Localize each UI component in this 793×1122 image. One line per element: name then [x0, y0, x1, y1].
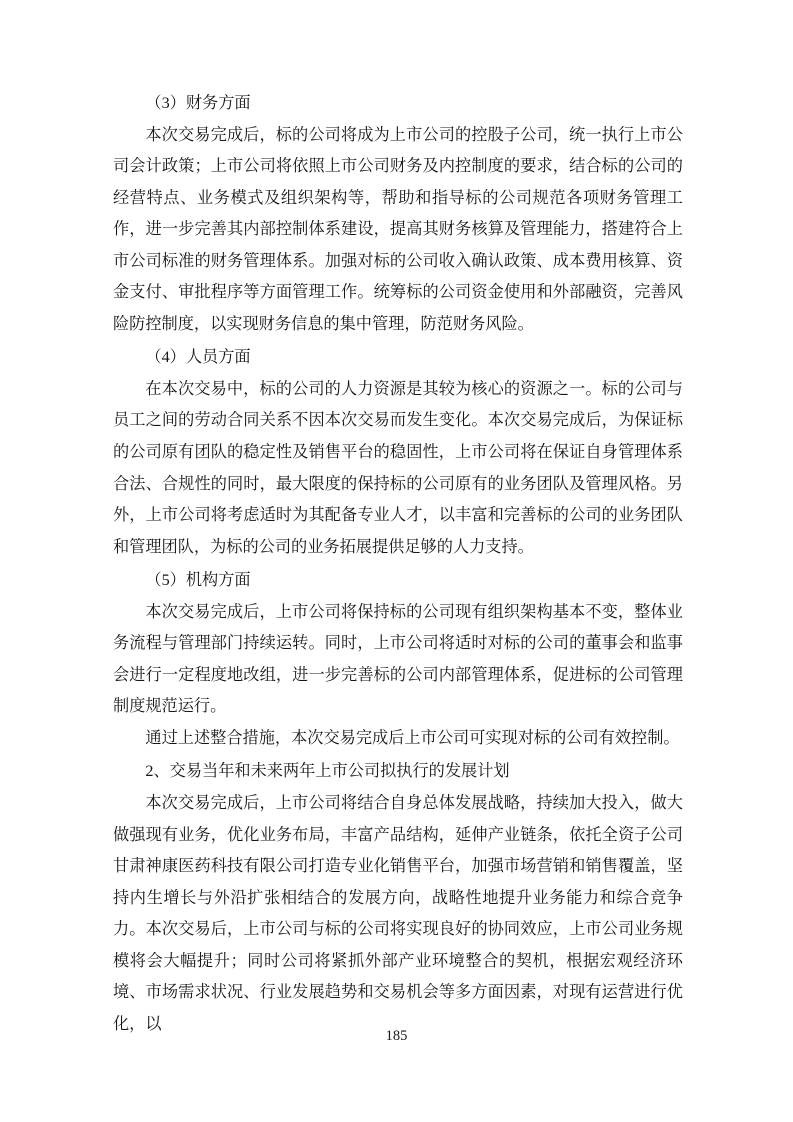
section-heading-finance: （3）财务方面: [145, 94, 251, 112]
paragraph-organization: 本次交易完成后，上市公司将保持标的公司现有组织架构基本不变，整体业务流程与管理部门持续运转。同时，上市公司将适时对标的公司的董事会和监事会进行一定程度地改组，进一步完善标的公司内部管理体系，促进标的公司管理制度规范运行。: [113, 602, 683, 716]
paragraph-finance: 本次交易完成后，标的公司将成为上市公司的控股子公司，统一执行上市公司会计政策；上市公司将依照上市公司财务及内控制度的要求，结合标的公司的经营特点、业务模式及组织架构等，帮助和指导标的公司规范各项财务管理工作，进一步完善其内部控制体系建设，提高其财务核算及管理能力，搭建符合上市公司标准的财务管理体系。加强对标的公司收入确认政策、成本费用核算、资金支付、审批程序等方面管理工作。统筹标的公司资金使用和外部融资，完善风险防控制度，以实现财务信息的集中管理，防范财务风险。: [113, 125, 683, 333]
section-heading-organization: （5）机构方面: [145, 571, 251, 590]
document-body: [113, 86, 683, 1040]
page-number: 185: [385, 1028, 408, 1044]
paragraph-development-plan: 本次交易完成后，上市公司将结合自身总体发展战略，持续加大投入，做大做强现有业务，优化业务布局，丰富产品结构，延伸产业链条，依托全资子公司甘肃神康医药科技有限公司打造专业化销售平台，加强市场营销和销售覆盖，坚持内生增长与外沿扩张相结合的发展方向，战略性地提升业务能力和综合竞争力。本次交易后，上市公司与标的公司将实现良好的协同效应，上市公司业务规模将会大幅提升；同时公司将紧抓外部产业环境整合的契机，根据宏观经济环境、市场需求状况、行业发展趋势和交易机会等多方面因素，对现有运营进行优化，以: [113, 794, 683, 1033]
section-heading-development-plan: 2、交易当年和未来两年上市公司拟执行的发展计划: [145, 762, 510, 781]
section-heading-personnel: （4）人员方面: [145, 348, 251, 367]
paragraph-integration-summary: 通过上述整合措施，本次交易完成后上市公司可实现对标的公司有效控制。: [145, 728, 680, 747]
page-footer: [0, 1028, 793, 1045]
paragraph-personnel: 在本次交易中，标的公司的人力资源是其较为核心的资源之一。标的公司与员工之间的劳动合同关系不因本次交易而发生变化。本次交易完成后，为保证标的公司原有团队的稳定性及销售平台的稳固性，上市公司将在保证自身管理体系合法、合规性的同时，最大限度的保持标的公司原有的业务团队及管理风格。另外，上市公司将考虑适时为其配备专业人才，以丰富和完善标的公司的业务团队和管理团队，为标的公司的业务拓展提供足够的人力支持。: [113, 379, 683, 556]
